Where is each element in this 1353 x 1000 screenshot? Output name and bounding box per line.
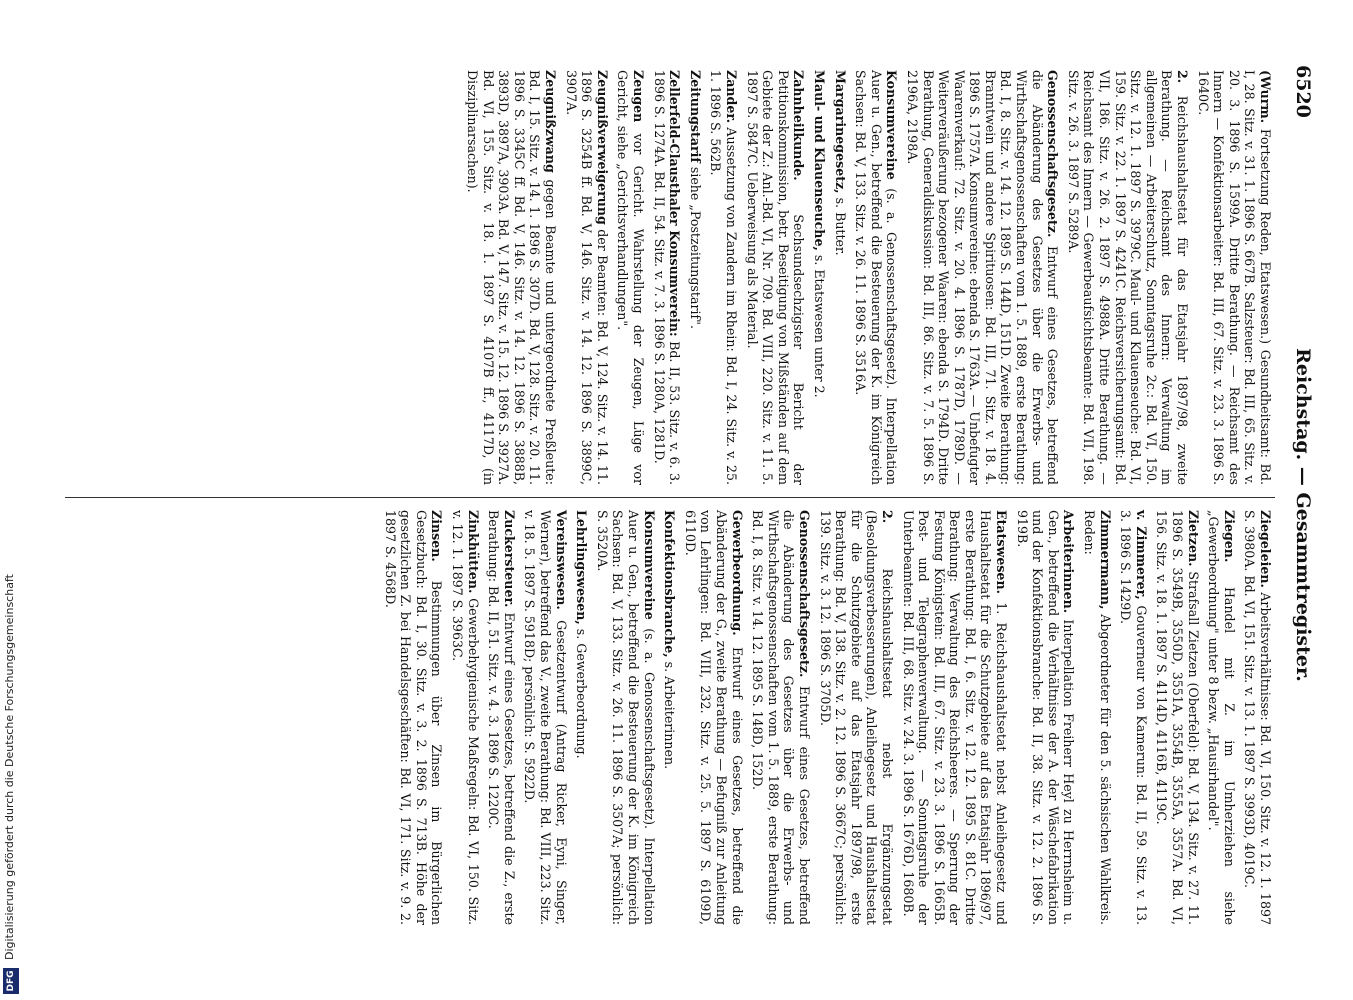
index-entry: Konsumvereine (s. a. Genossenschaftsgesetz). Interpellation Auer u. Gen., betreffend die Besteuerung der K. im Königreich Sachsen: Bd. V, 133. Sitz. v. 26. 11. 1896 S. 3507A; persönlich: S. 3520A. [594,510,657,925]
index-entry: Zinsen. Bestimmungen über Zinsen im Bürgerlichen Gesetzbuch: Bd. I, 30. Sitz. v. 3. 2. 1896 S. 713B. Höhe der gesetzlichen Z. bei Handelsgeschäften: Bd. VI, 171. Sitz. v. 9. 2. 1897 S. 4568D. [382,510,445,925]
dfg-logo [3,968,19,994]
right-column [377,510,1273,925]
index-entry: (Wurm. Fortsetzung Reden, Etatswesen.) Gesundheitsamt: Bd. I, 28. Sitz. v. 31. 1. 1896 S. 667B. Salzsteuer: Bd. III, 65. Sitz. v. 20. 3. 1896 S. 1599A. Dritte Berathung. — Reichsamt des Innern — Konfektionsarbeiter: Bd. III, 67. Sitz. v. 23. 3. 1896 S. 1640C. [1195,70,1273,485]
index-entry: Ziegeleien. Arbeitsverhältnisse: Bd. VI, 150. Sitz. v. 12. 1. 1897 S. 3980A. Bd. VI, 151. Sitz. v. 13. 1. 1897 S. 3993D, 4019C. [1242,510,1273,925]
index-entry: Gewerbeordnung. Entwurf eines Gesetzes, betreffend die Abänderung der G., zweite Berathung — Befugniß zur Anleitung von Lehrlingen: Bd. VIII, 232. Sitz. v. 25. 5. 1897 S. 6109D, 6110D. [682,510,745,925]
left-column [460,70,1274,485]
index-entry: Zeugen vor Gericht. Wahrstellung der Zeugen, Lüge vor Gericht, siehe „Gerichtsverhandlungen". [615,70,647,485]
index-entry: Konsumvereine (s. a. Genossenschaftsgesetz). Interpellation Auer u. Gen., betreffend die Besteuerung der K. im Königreich Sachsen: Bd. V, 133. Sitz. v. 26. 11. 1896 S. 3516A. [853,70,900,485]
index-entry: Maul- und Klauenseuche, s. Etatswesen unter 2. [811,70,827,398]
dfg-logo-text: DFG [6,970,16,992]
index-entry: Zahnheilkunde. Sechsundsechzigster Bericht der Petitionskommission, betr. Beseitigung von Mißständen auf dem Gebiete der Z.: Anl.-Bd. VI, Nr. 709. Bd. VIII, 220. Sitz. v. 11. 5. 1897 S. 5847C. Ueberweisung als Material. [744,70,807,485]
index-entry: Margarinegesetz, s. Butter. [832,70,848,256]
index-entry: Lehrlingswesen, s. Gewerbeordnung. [574,510,590,759]
index-entry: Zinkhütten. Gewerbehygienische Maßregeln: Bd. VI, 150. Sitz. v. 12. 1. 1897 S. 3963C. [450,510,481,925]
index-entry: Vereinswesen. Gesetzentwurf (Antrag Ricker, Eyni, Singer, Werner), betreffend das V., zweite Berathung: Bd. VIII, 223. Sitz. v. 18. 5. 1897 S. 5918D; persönlich: S. 5922D. [522,510,569,925]
index-entry: Ziegen. Handel mit Z. im Umherziehen siehe „Gewerbeordnung" unter 8 bezw. „Hausirhandel". [1206,510,1237,925]
index-entry: v. Zimmerer, Gouverneur von Kamerun: Bd. II, 59. Sitz. v. 13. 3. 1896 S. 1429D. [1118,510,1149,925]
page-number: 6520 [1292,65,1314,118]
index-entry: Genossenschaftsgesetz. Entwurf eines Gesetzes, betreffend die Abänderung des Gesetzes über die Erwerbs- und Wirthschaftsgenossenschaften vom 1. 5. 1889, erste Berathung: Bd. I, 8. Sitz. v. 14. 12. 1895 S. 148D, 152D. [750,510,812,925]
index-entry: Zuckersteuer. Entwurf eines Gesetzes, betreffend die Z., erste Berathung: Bd. II, 51. Sitz. v. 4. 3. 1896 S. 1220C. [486,510,517,925]
page-header [1284,65,1318,965]
page-title: Reichstag. — Gesammtregister. [1292,348,1314,682]
index-entry: Zellerfeld-Clausthaler Konsumverein: Bd. II, 53. Sitz. v. 6. 3. 1896 S. 1274A. Bd. II, 54. Sitz. v. 7. 3. 1896 S. 1280A, 1281D. [651,70,683,485]
index-entry: 2. Reichshaushaltsetat für das Etatsjahr 1897/98, zweite Berathung. — Reichsamt des Innern: Verwaltung im allgemeinen — Arbeiterschutz, Sonntagsruhe 2c.: Bd. VI, 150. Sitz. v. 12. 1. 1897 S. 3979C. Maul- und Klauenseuche: Bd. VI, 159. Sitz. v. 22. 1. 1897 S. 4241C. Reichsversicherungsamt: Bd. VII, 186. Sitz. v. 26. 2. 1897 S. 4988A. Dritte Berathung. — Reichsamt des Innern — Gewerbeaufsichtsbeamte: Bd. VII, 198. Sitz. v. 26. 3. 1897 S. 5289A. [1065,70,1191,485]
index-entry: Etatswesen. 1. Reichshaushaltsetat nebst Anleihegesetz und Haushaltsetat für die Schutzgebiete auf das Etatsjahr 1896/97, erste Berathung: Bd. I, 6. Sitz. v. 12. 12. 1895 S. 81C. Dritte Berathung: Verwaltung des Reichsheeres. — Sperrung der Festung Königstein: Bd. III, 67. Sitz. v. 23. 3. 1896 S. 1665B. Post- und Telegraphenverwaltung. — Sonntagsruhe der Unterbeamten: Bd. III, 68. Sitz. v. 24. 3. 1896 S. 1676D, 1680B. [900,510,1010,925]
index-entry: Zander. Aussetzung von Zandern im Rhein: Bd. I, 24. Sitz. v. 25. 1. 1896 S. 562B. [708,70,739,485]
index-entry: Zeugnißverweigerung der Beamten: Bd. V, 124. Sitz. v. 14. 11. 1896 S. 3254B ff. Bd. V, 146. Sitz. v. 14. 12. 1896 S. 3899C, 3907A. [563,70,610,485]
index-entry: Zietzen. Strafsall Zietzen (Oberfeld): Bd. V, 134. Sitz. v. 27. 11. 1896 S. 3549B, 3550D, 3551A, 3554B, 3555A, 3557A. Bd. VI, 156. Sitz. v. 18. 1. 1897 S. 4114D, 4116B, 4119C. [1154,510,1201,925]
index-entry: Genossenschaftsgesetz. Entwurf eines Gesetzes, betreffend die Abänderung des Gesetzes über die Erwerbs- und Wirthschaftsgenossenschaften vom 1. 5. 1889, erste Berathung: Bd. I, 8. Sitz. v. 14. 12. 1895 S. 144D, 151D. Zweite Berathung: Branntwein und andere Spirituosen: Bd. III, 71. Sitz. v. 18. 4. 1896 S. 1757A. Konsumvereine: ebenda S. 1763A. — Unbefugter Waarenverkauf: 72. Sitz. v. 20. 4. 1896 S. 1787D, 1789D. — Weiterveräußerung bezogener Waaren: ebenda S. 1794D. Dritte Berathung, Generaldiskussion: Bd. III, 86. Sitz. v. 7. 5. 1896 S. 2196A, 2198A. [904,70,1061,485]
digitization-note [3,574,19,960]
digitization-note-text: Digitalisierung gefördert durch die Deutsche Forschungsgemeinschaft [3,574,16,960]
index-entry: 2. Reichshaushaltsetat nebst Ergänzungsetat (Besoldungsverbesserungen), Anleihegesetz und Haushaltsetat für die Schutzgebiete auf das Etatsjahr 1897/98, erste Berathung: Bd. V, 138. Sitz. v. 2. 12. 1896 S. 3667C; persönlich: 139. Sitz. v. 3. 12. 1896 S. 3705D. [817,510,895,925]
index-entry: Zimmermann, Abgeordneter für den 5. sächsischen Wahlkreis. Reden: [1082,510,1113,925]
column-divider [65,497,1275,498]
index-entry: Zeugnißzwang gegen Beamte und untergeordnete Preßleute: Bd. I, 15. Sitz. v. 14. 1. 1896 S. 307D. Bd. V, 128. Sitz. v. 20. 11. 1896 S. 3345C ff. Bd. V, 146. Sitz. v. 14. 12. 1896 S. 3888B, 3893D, 3897A, 3903A. Bd. V, 147. Sitz. v. 15. 12. 1896 S. 3927A. Bd. VI, 155. Sitz. v. 18. 1. 1897 S. 4107B ff., 4117D, (in Disziplinarsachen). [465,70,559,485]
index-entry: Zeitungstarif siehe „Postzeitungstarif". [687,70,703,329]
index-entry: Arbeiterinnen. Interpellation Freiherr Heyl zu Herrnsheim u. Gen., betreffend die Verhältnisse der A. der Wäschefabrikation und der Konfektionsbranche: Bd. II, 38. Sitz. v. 12. 2. 1896 S. 919B. [1014,510,1077,925]
index-entry: Konfektionsbranche, s. Arbeiterinnen. [662,510,678,770]
